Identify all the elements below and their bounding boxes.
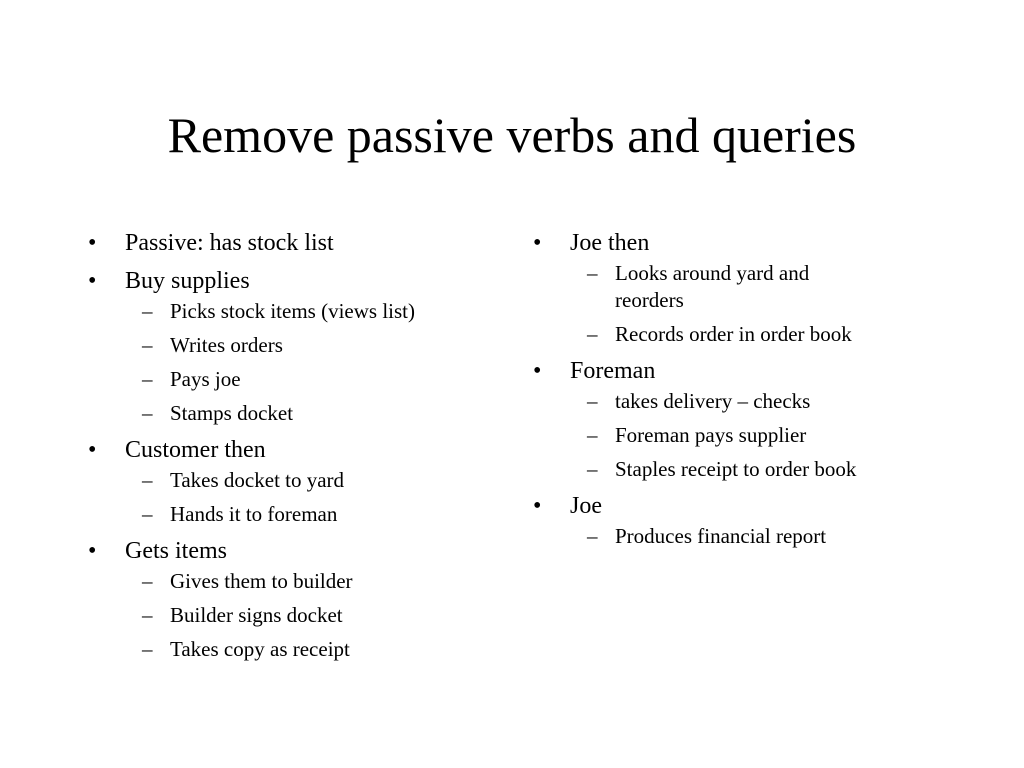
sub-bullet-text: Stamps docket — [170, 401, 294, 425]
sub-bullet-text: Foreman pays supplier — [615, 423, 807, 447]
sub-bullet-list — [533, 523, 933, 550]
sub-bullet-text: Builder signs docket — [170, 603, 343, 627]
dash-icon: – — [142, 502, 153, 526]
sub-bullet-item — [88, 298, 488, 325]
bullet-icon: • — [88, 437, 97, 463]
dash-icon: – — [142, 468, 153, 492]
sub-bullet-item — [88, 602, 488, 629]
sub-bullet-item — [533, 321, 933, 348]
sub-bullet-item — [533, 456, 933, 483]
right-column — [533, 228, 933, 550]
bullet-item — [533, 228, 933, 348]
bullet-icon: • — [533, 358, 542, 384]
dash-icon: – — [587, 524, 598, 548]
bullet-item — [88, 266, 488, 427]
sub-bullet-text: Pays joe — [170, 367, 241, 391]
sub-bullet-text: Picks stock items (views list) — [170, 299, 415, 323]
bullet-item — [533, 356, 933, 483]
sub-bullet-item — [533, 260, 933, 314]
bullet-icon: • — [533, 493, 542, 519]
sub-bullet-text: Takes docket to yard — [170, 468, 345, 492]
dash-icon: – — [587, 322, 598, 346]
dash-icon: – — [142, 401, 153, 425]
dash-icon: – — [142, 637, 153, 661]
dash-icon: – — [587, 457, 598, 481]
sub-bullet-text: Staples receipt to order book — [615, 457, 857, 481]
bullet-icon: • — [88, 230, 97, 256]
sub-bullet-item — [88, 636, 488, 663]
bullet-item — [88, 536, 488, 663]
bullet-icon: • — [88, 268, 97, 294]
sub-bullet-text: Hands it to foreman — [170, 502, 338, 526]
bullet-item — [88, 435, 488, 528]
sub-bullet-list — [88, 467, 488, 528]
dash-icon: – — [142, 569, 153, 593]
sub-bullet-text: Produces financial report — [615, 524, 827, 548]
bullet-icon: • — [88, 538, 97, 564]
sub-bullet-item — [533, 422, 933, 449]
left-column — [88, 228, 488, 663]
sub-bullet-list — [88, 568, 488, 663]
bullet-text: Passive: has stock list — [125, 230, 334, 256]
bullet-text: Customer then — [125, 437, 266, 463]
sub-bullet-text: Takes copy as receipt — [170, 637, 350, 661]
sub-bullet-item — [533, 388, 933, 415]
sub-bullet-list — [88, 298, 488, 427]
sub-bullet-text: Looks around yard and reorders — [615, 261, 810, 312]
sub-bullet-item — [88, 332, 488, 359]
bullet-text: Joe then — [570, 230, 650, 256]
bullet-text: Foreman — [570, 358, 656, 384]
sub-bullet-item — [533, 523, 933, 550]
bullet-text: Buy supplies — [125, 268, 250, 294]
sub-bullet-text: Gives them to builder — [170, 569, 353, 593]
sub-bullet-list — [533, 260, 933, 348]
bullet-item — [88, 228, 488, 258]
sub-bullet-item — [88, 501, 488, 528]
sub-bullet-text: takes delivery – checks — [615, 389, 811, 413]
bullet-item — [533, 491, 933, 550]
dash-icon: – — [142, 333, 153, 357]
sub-bullet-item — [88, 400, 488, 427]
dash-icon: – — [142, 603, 153, 627]
sub-bullet-text: Writes orders — [170, 333, 283, 357]
sub-bullet-list — [533, 388, 933, 483]
bullet-icon: • — [533, 230, 542, 256]
bullet-text: Joe — [570, 493, 602, 519]
dash-icon: – — [587, 389, 598, 413]
sub-bullet-item — [88, 366, 488, 393]
sub-bullet-text: Records order in order book — [615, 322, 852, 346]
dash-icon: – — [142, 367, 153, 391]
bullet-text: Gets items — [125, 538, 227, 564]
dash-icon: – — [587, 261, 598, 285]
dash-icon: – — [587, 423, 598, 447]
sub-bullet-item — [88, 568, 488, 595]
slide-title: Remove passive verbs and queries — [167, 107, 857, 163]
sub-bullet-item — [88, 467, 488, 494]
dash-icon: – — [142, 299, 153, 323]
